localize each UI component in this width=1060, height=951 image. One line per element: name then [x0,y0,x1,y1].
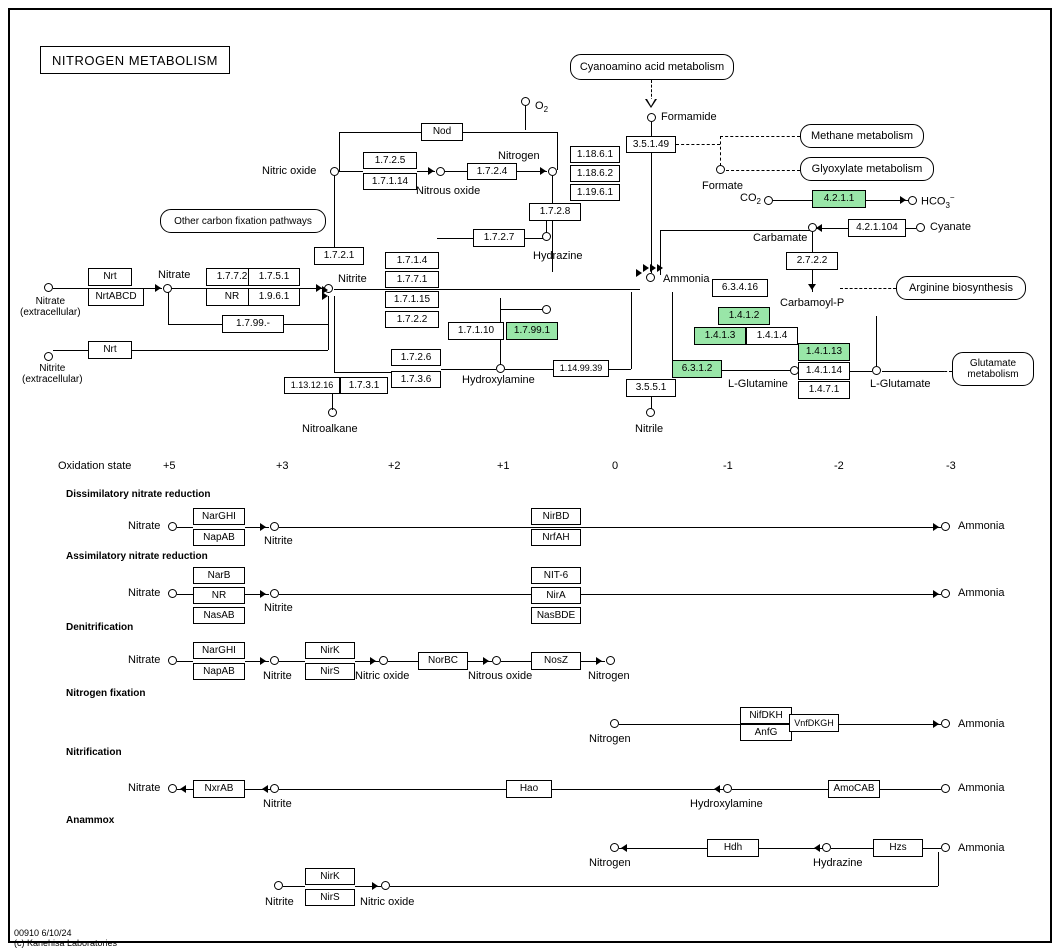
node-dissim-nitrate[interactable] [168,522,177,531]
label-formate: Formate [702,180,743,192]
ox-tick-4: 0 [612,460,619,472]
edge-dissim-3 [279,527,941,528]
edge-nrt2-out [132,350,328,351]
arrow-dissim-nitrite [260,523,266,531]
edge-nitroalkane-up [332,394,333,410]
edge-gln-left [722,370,790,371]
enzyme-1-14-99-39[interactable]: 1.14.99.39 [553,360,609,377]
label-nitroalkane: Nitroalkane [302,423,358,435]
ox-tick-1: +3 [276,460,289,472]
edge-glu-dashed [910,371,952,372]
edge-nitrate-99 [168,324,222,325]
enzyme-1-7-3-1[interactable]: 1.7.3.1 [340,377,388,394]
ox-tick-0: +5 [163,460,176,472]
edge-nod-down-right [557,132,558,170]
enzyme-1-7-1-4[interactable]: 1.7.1.4 [385,252,439,269]
label-nitrous-oxide: Nitrous oxide [416,185,481,197]
node-hydroxylamine-2[interactable] [496,364,505,373]
label-ammonia-main: Ammonia [663,273,710,285]
link-glyoxylate-metabolism[interactable]: Glyoxylate metabolism [800,157,934,181]
label-denit-nitrate: Nitrate [128,654,161,666]
edge-nitrif-5 [732,789,828,790]
enzyme-1-7-1-14[interactable]: 1.7.1.14 [363,173,417,190]
label-denit-nitrite: Nitrite [263,670,292,682]
edge-formate-methane [720,136,800,137]
enzyme-1-4-1-4[interactable]: 1.4.1.4 [746,327,798,345]
enzyme-1-7-99[interactable]: 1.7.99.- [222,315,284,333]
label-l-glutamate: L-Glutamate [870,378,931,390]
arrow-to-nitrogen [540,167,546,175]
node-denit-nitrous-oxide[interactable] [492,656,501,665]
label-co2: $CO_2$ [740,192,761,207]
edge-n2o-to-e2 [445,171,467,172]
gene-nosz[interactable]: NosZ [531,652,581,670]
arrow-to-carbamoylp [808,284,816,290]
node-o2[interactable] [521,97,530,106]
edge-nitrate-ext-in [53,288,88,289]
node-assim-nitrate[interactable] [168,589,177,598]
edge-nitrif-6 [880,789,941,790]
node-nitric-oxide[interactable] [330,167,339,176]
arrow-dissim-ammonia [933,523,939,531]
node-anammox-hydrazine[interactable] [822,843,831,852]
edge-anammox-8 [938,852,939,886]
ox-tick-6: -2 [834,460,844,472]
label-carbamoyl-p: Carbamoyl-P [780,297,845,309]
edge-o2-down [525,106,526,130]
enzyme-nod[interactable]: Nod [421,123,463,141]
enzyme-1-4-1-13[interactable]: 1.4.1.13 [798,343,850,361]
section-title-dissimilatory: Dissimilatory nitrate reduction [66,489,211,500]
label-assim-ammonia: Ammonia [958,587,1005,599]
gene-nr-assim[interactable]: NR [193,587,245,604]
node-cyanate[interactable] [916,223,925,232]
gene-nasab[interactable]: NasAB [193,607,245,624]
edge-nitrite-ext-in [53,350,88,351]
ox-tick-2: +2 [388,460,401,472]
node-nitrile[interactable] [646,408,655,417]
edge-anammox-4 [923,848,941,849]
arrow-ammonia-3 [650,264,656,272]
enzyme-1-7-1-10[interactable]: 1.7.1.10 [448,322,504,340]
enzyme-1-7-7-1[interactable]: 1.7.7.1 [385,271,439,288]
label-nitrif-hydroxylamine: Hydroxylamine [690,798,763,810]
gene-nasbde[interactable]: NasBDE [531,607,581,624]
enzyme-1-13-12-16[interactable]: 1.13.12.16 [284,377,340,394]
arrow-fix-ammonia [933,720,939,728]
edge-formate-glyoxylate [726,170,800,171]
node-anammox-nitric-oxide[interactable] [381,881,390,890]
label-nitrate-extracellular: Nitrate (extracellular) [20,296,81,318]
edge-nitrite-down2 [334,296,335,372]
arrow-denit-n2o [483,657,489,665]
arrow-ammonia-2 [643,264,649,272]
edge-denit-7 [501,661,531,662]
label-fix-nitrogen: Nitrogen [589,733,631,745]
enzyme-1-7-2-2[interactable]: 1.7.2.2 [385,311,439,328]
node-nitrite-extracellular[interactable] [44,352,53,361]
gene-nirk-anammox[interactable]: NirK [305,868,355,885]
edge-denit-3 [279,661,305,662]
edge-hydroxylamine-up [500,298,501,322]
edge-99-nitrite [284,324,328,325]
edge-hao-left [441,369,496,370]
label-hydrazine: Hydrazine [533,250,583,262]
node-nitrogen-top[interactable] [548,167,557,176]
node-nitrif-hydroxylamine[interactable] [723,784,732,793]
edge-no-to-e1 [339,171,363,172]
node-l-glutamate[interactable] [872,366,881,375]
label-l-glutamine: L-Glutamine [728,378,788,390]
node-anammox-nitrite[interactable] [274,881,283,890]
node-anammox-nitrogen[interactable] [610,843,619,852]
gene-nira[interactable]: NirA [531,587,581,604]
gene-nargh-i-dissim[interactable]: NarGHI [193,508,245,525]
label-nitrif-nitrate: Nitrate [128,782,161,794]
footer-line-2: (c) Kanehisa Laboratories [14,938,118,948]
arrow-assim-ammonia [933,590,939,598]
edge-formamidase-formate [676,144,720,145]
node-hydroxylamine[interactable] [542,305,551,314]
node-ammonia-main[interactable] [646,273,655,282]
node-assim-nitrite[interactable] [270,589,279,598]
enzyme-1-7-2-4[interactable]: 1.7.2.4 [467,163,517,180]
enzyme-4-2-1-104[interactable]: 4.2.1.104 [848,219,906,237]
enzyme-1-7-2-7[interactable]: 1.7.2.7 [473,229,525,247]
gene-hdh[interactable]: Hdh [707,839,759,857]
node-fix-ammonia[interactable] [941,719,950,728]
arrow-to-hco3 [900,196,906,204]
label-assim-nitrite: Nitrite [264,602,293,614]
enzyme-1-4-1-3[interactable]: 1.4.1.3 [694,327,746,345]
enzyme-1-7-2-6[interactable]: 1.7.2.6 [391,349,441,366]
ox-tick-5: -1 [723,460,733,472]
enzyme-nrt-2[interactable]: Nrt [88,341,132,359]
enzyme-1-9-6-1[interactable]: 1.9.6.1 [248,288,300,306]
label-anammox-nitrite: Nitrite [265,896,294,908]
enzyme-6-3-1-2[interactable]: 6.3.1.2 [672,360,722,378]
edge-anammox-7 [390,886,938,887]
arrow-denit-nitrite [260,657,266,665]
node-fix-nitrogen[interactable] [610,719,619,728]
node-nitrif-nitrite[interactable] [270,784,279,793]
ox-tick-3: +1 [497,460,510,472]
edge-assim-1 [177,594,193,595]
enzyme-nrt-1[interactable]: Nrt [88,268,132,286]
label-o2: $O_2$ [535,100,549,115]
node-denit-nitrite[interactable] [270,656,279,665]
edge-cyanate-l [906,228,916,229]
arrow-ammonia-1 [636,269,642,277]
label-formamide: Formamide [661,111,717,123]
edge-nitrile-up [651,397,652,409]
enzyme-1-7-5-1[interactable]: 1.7.5.1 [248,268,300,286]
enzyme-6-3-4-16[interactable]: 6.3.4.16 [712,279,768,297]
gene-hzs[interactable]: Hzs [873,839,923,857]
label-denit-nitrous-oxide: Nitrous oxide [468,670,533,682]
edge-nitric-oxide-down [334,176,335,247]
gene-nrfah[interactable]: NrfAH [531,529,581,546]
enzyme-1-7-3-6[interactable]: 1.7.3.6 [391,371,441,388]
edge-nod-left [339,132,421,133]
edge-gln-glu [850,371,872,372]
edge-carbamoylp-arginine [840,288,896,289]
enzyme-1-7-2-1[interactable]: 1.7.2.1 [314,247,364,265]
gene-nirs-anammox[interactable]: NirS [305,889,355,906]
edge-nitrif-4 [552,789,726,790]
link-other-carbon-fixation-pathways[interactable]: Other carbon fixation pathways [160,209,326,233]
label-denit-nitric-oxide: Nitric oxide [355,670,410,682]
label-nitrite-extracellular: Nitrite (extracellular) [22,363,83,385]
label-nitrogen-top: Nitrogen [498,150,540,162]
gene-amocab[interactable]: AmoCAB [828,780,880,798]
label-nitrile: Nitrile [635,423,664,435]
node-dissim-nitrite[interactable] [270,522,279,531]
gene-narb[interactable]: NarB [193,567,245,584]
node-nitrif-ammonia[interactable] [941,784,950,793]
label-cyanate: Cyanate [930,221,971,233]
section-title-nitrification: Nitrification [66,747,122,758]
map-frame [8,8,1052,943]
enzyme-4-2-1-1[interactable]: 4.2.1.1 [812,190,866,208]
section-title-denitrification: Denitrification [66,622,134,633]
enzyme-3-5-5-1[interactable]: 3.5.5.1 [626,379,676,397]
enzyme-nrtabcd[interactable]: NrtABCD [88,288,144,306]
enzyme-1-4-1-14[interactable]: 1.4.1.14 [798,362,850,380]
edge-glu-up [876,316,877,366]
edge-ammonia-gln [672,292,673,370]
gene-hao[interactable]: Hao [506,780,552,798]
label-dissim-nitrate: Nitrate [128,520,161,532]
label-carbamate: Carbamate [753,232,808,244]
edge-ammonia-carbamate-v [660,230,661,275]
enzyme-1-4-1-2[interactable]: 1.4.1.2 [718,307,770,325]
label-anammox-ammonia: Ammonia [958,842,1005,854]
gene-narghi-denit[interactable]: NarGHI [193,642,245,659]
node-nitrif-nitrate[interactable] [168,784,177,793]
arrow-denit-n2 [596,657,602,665]
edge-anammox-5 [283,886,305,887]
enzyme-1-7-1-15[interactable]: 1.7.1.15 [385,291,439,308]
label-dissim-nitrite: Nitrite [264,535,293,547]
link-glutamate-metabolism[interactable]: Glutamate metabolism [952,352,1034,386]
link-arginine-biosynthesis[interactable]: Arginine biosynthesis [896,276,1026,300]
gene-nirs-denit[interactable]: NirS [305,663,355,680]
edge-co2-e [773,200,812,201]
edge-formate-up [720,136,721,166]
gene-nirbd[interactable]: NirBD [531,508,581,525]
node-nitrous-oxide[interactable] [436,167,445,176]
node-denit-nitrate[interactable] [168,656,177,665]
edge-nitrite-ammonia [334,289,640,290]
arrow-denit-no [370,657,376,665]
edge-formamidase-down [651,153,652,273]
label-nitrate-main: Nitrate [158,269,191,281]
node-dissim-ammonia[interactable] [941,522,950,531]
edge-carbamate-down [812,232,813,252]
enzyme-3-5-1-49[interactable]: 3.5.1.49 [626,136,676,153]
edge-hydrazine-up [546,221,547,233]
edge-nitrite-hydrazine [437,238,473,239]
label-dissim-ammonia: Ammonia [958,520,1005,532]
label-nitric-oxide: Nitric oxide [262,165,317,177]
label-assim-nitrate: Nitrate [128,587,161,599]
label-hco3: $HCO_3^-$ [921,193,955,210]
label-denit-nitrogen: Nitrogen [588,670,630,682]
arrow-to-nitrous-oxide [428,167,434,175]
arrow-nitrif-3 [714,785,720,793]
edge-nitrate-down [168,292,169,324]
edge-anammox-1 [619,848,707,849]
section-title-assimilatory: Assimilatory nitrate reduction [66,551,208,562]
arrow-formamide-inner [647,99,655,106]
edge-nitrate-e [172,288,206,289]
label-anammox-hydrazine: Hydrazine [813,857,863,869]
edge-ammonia-down [631,292,632,369]
gene-nit6[interactable]: NIT-6 [531,567,581,584]
gene-vnfdkgh[interactable]: VnfDKGH [789,714,839,732]
edge-nitrite-down [328,296,329,350]
edge-to-ammonia-low [609,369,631,370]
arrow-anammox-2 [814,844,820,852]
node-hco3[interactable] [908,196,917,205]
gene-anfg[interactable]: AnfG [740,724,792,741]
edge-nitrif-1 [177,789,193,790]
label-anammox-nitrogen: Nitrogen [589,857,631,869]
node-nitrate-extracellular[interactable] [44,283,53,292]
footer-line-1: 00910 6/10/24 [14,928,72,938]
enzyme-1-7-2-8[interactable]: 1.7.2.8 [529,203,581,221]
label-fix-ammonia: Ammonia [958,718,1005,730]
arrow-nitrate-in [155,284,161,292]
oxidation-state-label: Oxidation state [58,460,132,472]
edge-assim-3 [279,594,941,595]
enzyme-1-4-7-1[interactable]: 1.4.7.1 [798,381,850,399]
gene-nxrab[interactable]: NxrAB [193,780,245,798]
enzyme-1-7-99-1[interactable]: 1.7.99.1 [506,322,558,340]
node-formate[interactable] [716,165,725,174]
node-denit-nitric-oxide[interactable] [379,656,388,665]
enzyme-1-7-2-5[interactable]: 1.7.2.5 [363,152,417,169]
node-l-glutamine[interactable] [790,366,799,375]
edge-ammonia-carbamate [660,230,810,231]
edge-hydroxylamine-right [505,369,553,370]
edge-dissim-1 [177,527,193,528]
label-nitrif-nitrite: Nitrite [263,798,292,810]
section-title-nitrogen-fixation: Nitrogen fixation [66,688,146,699]
page-title: NITROGEN METABOLISM [40,46,230,74]
edge-nod-down-left [339,132,340,172]
node-assim-ammonia[interactable] [941,589,950,598]
edge-anammox-3 [831,848,873,849]
edge-nitrite-hao [334,372,391,373]
node-denit-nitrogen[interactable] [606,656,615,665]
label-anammox-nitric-oxide: Nitric oxide [360,896,415,908]
edge-formamide-down [651,122,652,136]
label-hydroxylamine: Hydroxylamine [462,374,535,386]
ox-tick-7: -3 [946,460,956,472]
node-formamide[interactable] [647,113,656,122]
enzyme-2-7-2-2[interactable]: 2.7.2.2 [786,252,838,270]
label-nitrif-ammonia: Ammonia [958,782,1005,794]
enzyme-1-19-6-1[interactable]: 1.19.6.1 [570,184,620,201]
enzyme-nr-1[interactable]: NR [206,288,258,306]
edge-nitrif-3 [279,789,506,790]
enzyme-1-7-7-2[interactable]: 1.7.7.2 [206,268,258,286]
edge-hydroxylamine-h [500,309,542,310]
edge-denit-1 [177,661,193,662]
enzyme-1-18-6-2[interactable]: 1.18.6.2 [570,165,620,182]
label-nitrite-main: Nitrite [338,273,367,285]
arrow-nitrif-2 [262,785,268,793]
gene-napab-dissim[interactable]: NapAB [193,529,245,546]
edge-hydrazine-left [525,238,543,239]
gene-nirk-denit[interactable]: NirK [305,642,355,659]
gene-norbc[interactable]: NorBC [418,652,468,670]
gene-nifdkh[interactable]: NifDKH [740,707,792,724]
arrow-nitrite-3 [322,292,328,300]
node-hydrazine[interactable] [542,232,551,241]
node-co2[interactable] [764,196,773,205]
link-cyanoamino-acid-metabolism[interactable]: Cyanoamino acid metabolism [570,54,734,80]
arrow-anammox-no [372,882,378,890]
node-anammox-ammonia[interactable] [941,843,950,852]
gene-napab-denit[interactable]: NapAB [193,663,245,680]
section-title-anammox: Anammox [66,815,115,826]
enzyme-1-18-6-1[interactable]: 1.18.6.1 [570,146,620,163]
edge-denit-5 [388,661,418,662]
edge-nod-right [463,132,558,133]
link-methane-metabolism[interactable]: Methane metabolism [800,124,924,148]
arrow-assim-nitrite [260,590,266,598]
